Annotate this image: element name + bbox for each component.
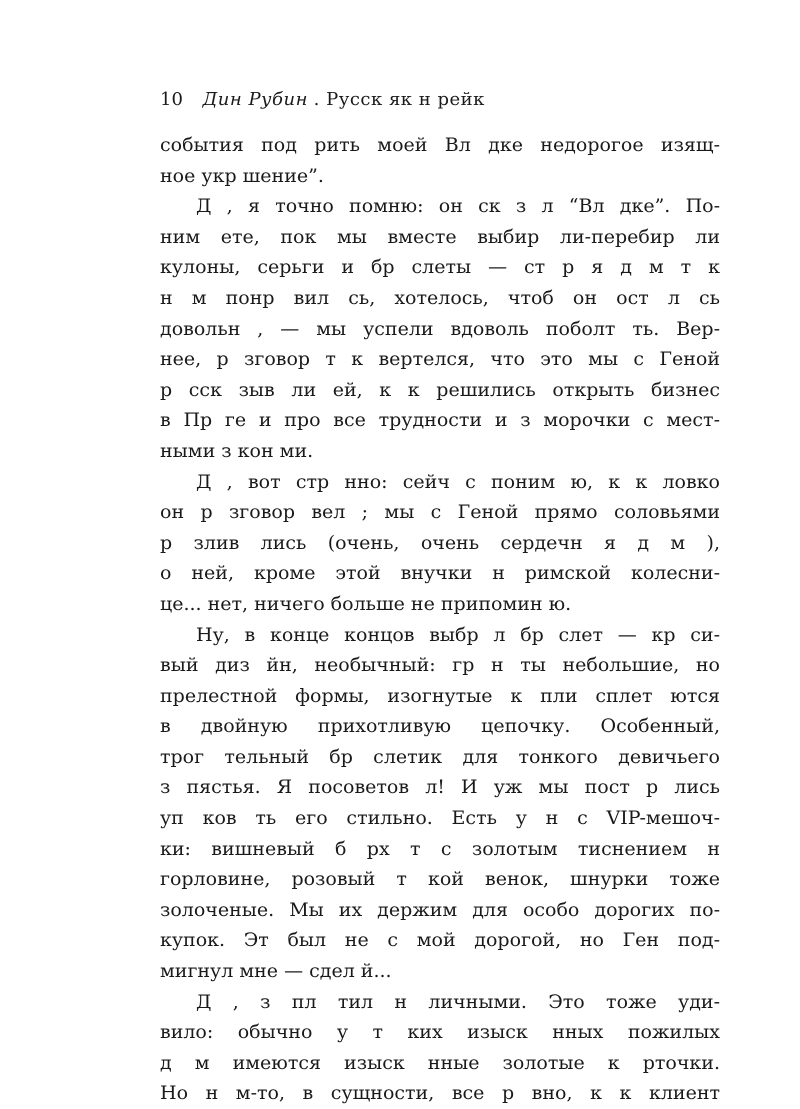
page-number: 10 [160, 89, 183, 110]
text-line: ными з кон ми. [160, 439, 314, 462]
text-line: вый диз йн, необычный: гр н ты небольшие, но [160, 654, 720, 677]
running-header [160, 88, 720, 112]
text-line: Д , вот стр нно: сейч с поним ю, к к ловко [196, 470, 720, 493]
text-line: н м понр вил сь, хотелось, чтоб он ост л сь [160, 286, 720, 309]
text-line: о ней, кроме этой внучки н римской колесни- [160, 562, 720, 585]
text-line: горловине, розовый т кой венок, шнурки тоже [160, 868, 720, 891]
text-line: д м имеются изыск нные золотые к рточки. [160, 1051, 720, 1074]
text-line: Д , я точно помню: он ск з л “Вл дке”. По- [196, 195, 720, 218]
text-line: в Пр ге и про все трудности и з морочки с мест- [160, 409, 720, 432]
text-line: уп ков ть его стильно. Есть у н с VIP-мешоч- [160, 807, 720, 830]
text-line: мигнул мне — сдел й... [160, 960, 392, 983]
running-header-author: Дин Рубин [202, 89, 308, 110]
text-line: купок. Эт был не с мой дорогой, но Ген под- [160, 929, 720, 952]
body-text [160, 130, 720, 1109]
text-line: нее, р зговор т к вертелся, что это мы с Геной [160, 348, 720, 371]
text-line: ки: вишневый б рх т с золотым тиснением н [160, 837, 720, 860]
text-line: р сск зыв ли ей, к к решились открыть бизнес [160, 378, 720, 401]
text-line: прелестной формы, изогнутые к пли сплет ются [160, 684, 720, 707]
text-line: це... нет, ничего больше не припомин ю. [160, 592, 572, 615]
text-line: вило: обычно у т ких изыск нных пожилых [160, 1021, 720, 1044]
text-line: ное укр шение”. [160, 164, 324, 187]
text-line: довольн , — мы успели вдоволь поболт ть. Вер- [160, 317, 720, 340]
text-line: з пястья. Я посоветов л! И уж мы пост р лись [160, 776, 720, 799]
text-line: трог тельный бр слетик для тонкого девичьего [160, 745, 720, 768]
text-line: золоченые. Мы их держим для особо дорогих по- [160, 898, 720, 921]
text-line: события под рить моей Вл дке недорогое изящ- [160, 134, 720, 156]
text-line: Д , з пл тил н личными. Это тоже уди- [196, 990, 720, 1013]
running-header-title: . Русск як н рейк [313, 89, 485, 110]
text-line: он р зговор вел ; мы с Геной прямо соловьями [160, 501, 720, 524]
text-line: Ну, в конце концов выбр л бр слет — кр си- [196, 623, 720, 646]
text-line: ним ете, пок мы вместе выбир ли-перебир ли [160, 225, 720, 248]
text-line: кулоны, серьги и бр слеты — ст р я д м т к [160, 256, 720, 279]
text-line: Но н м-то, в сущности, все р вно, к к клиент [160, 1082, 720, 1105]
text-line: в двойную прихотливую цепочку. Особенный, [160, 715, 720, 738]
text-line: р злив лись (очень, очень сердечн я д м ), [160, 531, 720, 554]
